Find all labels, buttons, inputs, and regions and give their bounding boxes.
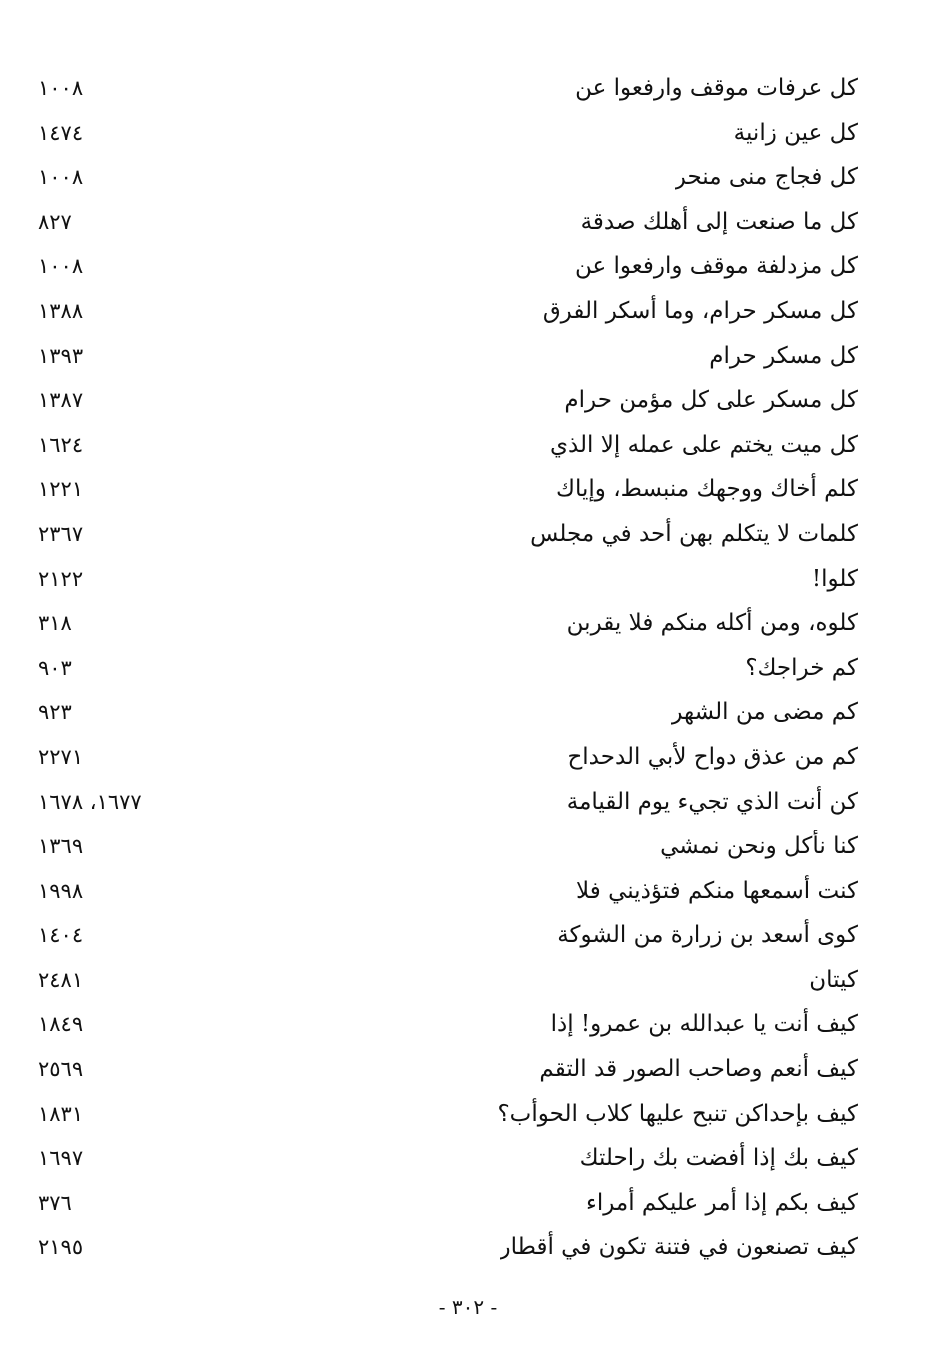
entry-text: كنا نأكل ونحن نمشي <box>660 833 858 860</box>
entry-page-reference: ٣١٨ <box>38 611 72 636</box>
entry-page-reference: ٨٢٧ <box>38 209 72 234</box>
entry-page-reference: ١٣٩٣ <box>38 343 84 368</box>
entry-page-reference: ١٢٢١ <box>38 477 84 502</box>
page-number: - ٣٠٢ - <box>438 1295 498 1319</box>
entry-text: كيف بك إذا أفضت بك راحلتك <box>579 1145 858 1172</box>
entry-page-reference: ٢٥٦٩ <box>38 1057 84 1082</box>
index-entry <box>0 557 936 602</box>
index-entry <box>0 1047 936 1092</box>
entry-text: كل مسكر على كل مؤمن حرام <box>564 387 858 414</box>
entry-text: كل عرفات موقف وارفعوا عن <box>575 75 858 101</box>
entry-page-reference: ٢١٩٥ <box>38 1235 84 1260</box>
entry-text: كل ما صنعت إلى أهلك صدقة <box>580 208 858 235</box>
index-entry <box>0 1136 936 1181</box>
index-entry <box>0 289 936 334</box>
entry-page-reference: ١٣٦٩ <box>38 834 84 859</box>
index-entry <box>0 200 936 245</box>
entry-page-reference: ١٠٠٨ <box>38 165 84 190</box>
index-entry <box>0 913 936 958</box>
entry-page-reference: ٢١٢٢ <box>38 566 84 591</box>
entry-text: كم خراجك؟ <box>745 654 858 681</box>
entry-text: كم مضى من الشهر <box>671 699 858 726</box>
entry-page-reference: ١٠٠٨ <box>38 76 84 100</box>
index-entry <box>0 646 936 691</box>
index-entry <box>0 66 936 111</box>
index-entry <box>0 1092 936 1137</box>
entry-text: كل مسكر حرام، وما أسكر الفرق <box>542 297 858 324</box>
index-entry <box>0 111 936 156</box>
entry-text: كم من عذق دواح لأبي الدحداح <box>567 743 858 770</box>
entry-text: كيف أنعم وصاحب الصور قد التقم <box>539 1056 858 1083</box>
entry-page-reference: ١٦٩٧ <box>38 1146 84 1171</box>
entry-page-reference: ٢٢٧١ <box>38 744 84 769</box>
entry-page-reference: ٩٢٣ <box>38 700 72 725</box>
entry-page-reference: ٢٤٨١ <box>38 967 84 992</box>
index-entry <box>0 334 936 379</box>
entry-page-reference: ١٦٢٤ <box>38 432 84 457</box>
entry-text: كن أنت الذي تجيء يوم القيامة <box>566 788 858 815</box>
entry-text: كيتان <box>809 966 858 993</box>
entry-text: كل فجاج منى منحر <box>674 164 858 191</box>
entry-page-reference: ١٤٠٤ <box>38 923 84 948</box>
entry-page-reference: ١٤٧٤ <box>38 120 84 145</box>
entry-page-reference: ١٩٩٨ <box>38 878 84 903</box>
entry-text: كنت أسمعها منكم فتؤذيني فلا <box>576 877 858 904</box>
index-entry <box>0 735 936 780</box>
entry-page-reference: ١٨٤٩ <box>38 1012 84 1037</box>
entry-text: كل عين زانية <box>733 119 858 146</box>
hadith-index-list <box>0 66 936 1270</box>
entry-text: كوى أسعد بن زرارة من الشوكة <box>557 922 858 949</box>
index-entry <box>0 467 936 512</box>
entry-text: كل مزدلفة موقف وارفعوا عن <box>574 253 858 280</box>
index-entry <box>0 869 936 914</box>
entry-text: كلمات لا يتكلم بهن أحد في مجلس <box>530 520 858 547</box>
entry-page-reference: ١٣٨٧ <box>38 388 84 413</box>
index-entry <box>0 423 936 468</box>
entry-page-reference: ٩٠٣ <box>38 655 72 680</box>
entry-text: كيف بإحداكن تنبح عليها كلاب الحوأب؟ <box>497 1100 858 1127</box>
entry-text: كلوا! <box>811 565 858 592</box>
index-entry <box>0 601 936 646</box>
entry-page-reference: ١٠٠٨ <box>38 254 84 279</box>
index-entry <box>0 1225 936 1270</box>
index-entry <box>0 1002 936 1047</box>
entry-page-reference: ١٨٣١ <box>38 1101 84 1126</box>
entry-text: كيف أنت يا عبدالله بن عمرو! إذا <box>550 1011 858 1038</box>
entry-page-reference: ١٣٨٨ <box>38 298 84 323</box>
entry-text: كلم أخاك ووجهك منبسط، وإياك <box>556 476 858 503</box>
entry-text: كل ميت يختم على عمله إلا الذي <box>549 431 858 458</box>
entry-text: كيف بكم إذا أمر عليكم أمراء <box>586 1189 858 1216</box>
index-entry <box>0 155 936 200</box>
index-entry <box>0 1181 936 1226</box>
entry-page-reference: ٢٣٦٧ <box>38 521 84 546</box>
entry-page-reference: ٣٧٦ <box>38 1190 72 1215</box>
index-entry <box>0 824 936 869</box>
index-entry <box>0 378 936 423</box>
index-entry <box>0 958 936 1003</box>
entry-page-reference: ١٦٧٧، ١٦٧٨ <box>38 789 142 814</box>
index-entry <box>0 512 936 557</box>
entry-text: كل مسكر حرام <box>709 342 858 369</box>
index-entry <box>0 780 936 825</box>
index-entry <box>0 690 936 735</box>
index-entry <box>0 244 936 289</box>
entry-text: كيف تصنعون في فتنة تكون في أقطار <box>499 1234 858 1261</box>
entry-text: كلوه، ومن أكله منكم فلا يقربن <box>566 610 858 637</box>
